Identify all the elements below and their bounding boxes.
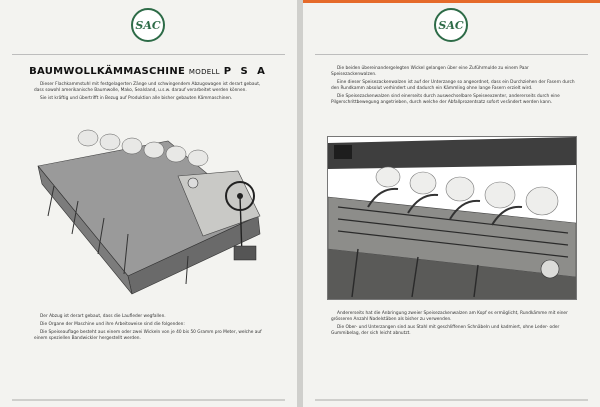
header-rule bbox=[315, 54, 588, 55]
sac-logo-icon bbox=[133, 10, 163, 40]
detail-photo-image bbox=[328, 137, 576, 299]
top-paragraph: Die beiden übereinandergelegten Wickel gelangen über eine Zuführmulde zu einem Paar Speisezackenwalzen. bbox=[331, 66, 529, 77]
right-page bbox=[303, 0, 600, 407]
bottom-paragraph: Die Speiseauflage besteht aus einem oder zwei Wickeln von je 40 bis 50 Gramm pro Meter, welche auf einem speziellen Bandwickler hergestellt werden. bbox=[34, 330, 262, 341]
footer-rule bbox=[12, 399, 285, 401]
bottom-paragraph: Die Ober- und Unterzangen sind aus Stahl mit geschliffenen Schnäbeln und kadmiert, ohne Leder- oder Gummibelag, der sich leicht abnutzt. bbox=[331, 325, 560, 336]
detail-photo bbox=[327, 136, 577, 300]
machine-photo bbox=[28, 116, 276, 304]
top-paragraph: Eine dieser Speisezackenwalzen ist auf der Unterzange so angeordnet, dass ein Durchziehen der Fasern durch den Rundkamm absolut verhindert und dadurch ein Kämmling ohne lange Fasern erzielt wird. bbox=[331, 80, 575, 91]
bottom-paragraph: Der Abzug ist derart gebaut, dass die Laufleder wegfallen. bbox=[40, 314, 166, 319]
title-text: BAUMWOLLKÄMMASCHINE bbox=[29, 66, 186, 77]
intro-paragraph: Dieser Flachkammstuhl mit festgelagerten Zänge und schwingendem Abzugswagen ist derart gebaut, dass sowohl amerikanische Baumwolle, Mako, Sealsland, u.s.w. darauf verarbeitet werden können. bbox=[34, 82, 261, 93]
footer-rule bbox=[315, 399, 588, 401]
top-text bbox=[331, 66, 575, 108]
model-label: MODELL bbox=[188, 68, 220, 76]
sac-logo bbox=[434, 8, 468, 42]
intro-paragraph: Sie ist kräftig und übertrifft in Bezug auf Produktion alle bisher gebauten Kämmaschinen. bbox=[40, 96, 233, 101]
page-title bbox=[0, 66, 297, 77]
left-page bbox=[0, 0, 297, 407]
bottom-paragraph: Andererseits hat die Anbringung zweier Speisezackenwalzen am Kopf es ermöglicht, Rundkämme mit einer grösseren Anzahl Nadelstäben als bisher zu verwenden. bbox=[331, 311, 568, 322]
top-paragraph: Die Speisezackenwalzen sind einerseits durch auswechselbare Speiseexzenter, andererseits durch eine Pilgerschrittbewegung angetrieben, durch welche der Abfallprozentsatz sofort verändert werden kann. bbox=[331, 94, 560, 105]
bottom-text bbox=[34, 314, 266, 344]
header-rule bbox=[12, 54, 285, 55]
accent-bar bbox=[303, 0, 600, 3]
svg-text:SAC: SAC bbox=[135, 19, 161, 32]
svg-text:SAC: SAC bbox=[438, 19, 464, 32]
sac-logo-icon bbox=[436, 10, 466, 40]
bottom-text bbox=[331, 311, 575, 339]
bottom-paragraph: Die Organe der Maschine und ihre Arbeitsweise sind die folgenden: bbox=[40, 322, 185, 327]
intro-text bbox=[34, 82, 266, 104]
model-code: P S A bbox=[223, 66, 268, 77]
sac-logo bbox=[131, 8, 165, 42]
